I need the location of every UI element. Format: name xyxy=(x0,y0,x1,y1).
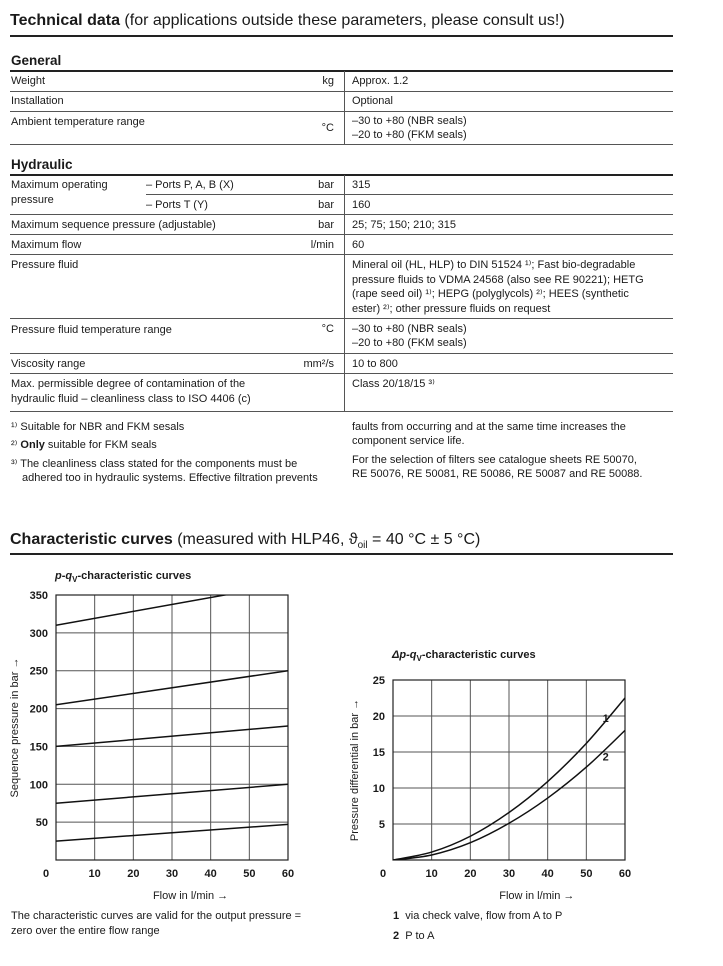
ports-t-label: – Ports T (Y) xyxy=(146,199,208,211)
x-tick-label: 60 xyxy=(618,868,632,880)
fluid-temp-label: Pressure fluid temperature range xyxy=(11,324,172,336)
ports-t-value: 160 xyxy=(352,199,371,211)
legend-1-number: 1 xyxy=(393,910,400,922)
ports-t-unit: bar xyxy=(318,199,334,211)
y-tick-label: 300 xyxy=(29,627,48,640)
x-tick-label: 30 xyxy=(502,868,516,880)
footnote-right-2-line-2: RE 50076, RE 50081, RE 50086, RE 50087 and RE 50088. xyxy=(352,468,643,480)
legend-2-text: P to A xyxy=(405,930,435,942)
right-chart-title-pre: Δp-q xyxy=(392,649,417,661)
x-tick-label: 40 xyxy=(541,868,554,880)
x-tick-label: 10 xyxy=(425,868,438,880)
row-divider xyxy=(10,111,673,112)
left-chart-title-sub: V xyxy=(72,575,78,585)
contamination-value: Class 20/18/15 ³⁾ xyxy=(352,378,435,390)
footnote-1: ¹⁾ Suitable for NBR and FKM sesals xyxy=(11,421,185,433)
footnote-2-bold: Only xyxy=(20,439,45,451)
x-tick-label: 0 xyxy=(379,868,387,880)
footnote-2 xyxy=(11,438,157,453)
ports-pab-unit: bar xyxy=(318,179,334,191)
y-axis-label: Sequence pressure in bar → xyxy=(9,657,21,798)
title-rule xyxy=(10,35,673,37)
curves-note-line-2: zero over the entire flow range xyxy=(11,925,160,937)
y-tick-label: 25 xyxy=(372,675,385,687)
y-tick-label: 50 xyxy=(35,817,48,830)
footnote-2-prefix: ²⁾ xyxy=(11,439,21,451)
dpq-characteristic-chart xyxy=(340,660,640,910)
sequence-pressure-unit: bar xyxy=(318,219,334,231)
fluid-temp-unit: °C xyxy=(321,323,334,335)
pressure-fluid-line-1: Mineral oil (HL, HLP) to DIN 51524 ¹⁾; Fast bio-degradable xyxy=(352,259,636,271)
viscosity-label: Viscosity range xyxy=(11,358,86,370)
legend-item-1 xyxy=(393,909,562,924)
max-flow-value: 60 xyxy=(352,239,365,251)
contamination-label-2: hydraulic fluid – cleanliness class to ISO 4406 (c) xyxy=(11,393,251,405)
ports-pab-label: – Ports P, A, B (X) xyxy=(146,179,234,191)
series-label: 2 xyxy=(602,751,609,764)
max-operating-label-1: Maximum operating xyxy=(11,179,108,191)
legend-item-2 xyxy=(393,929,434,944)
general-rule xyxy=(10,70,673,72)
row-divider xyxy=(10,234,673,235)
curves-title-rest: (measured with HLP46, ϑ xyxy=(172,531,358,548)
general-column-divider xyxy=(344,71,345,145)
ambient-temp-label: Ambient temperature range xyxy=(11,116,145,128)
right-chart-title-sub: V xyxy=(416,654,422,664)
x-tick-label: 30 xyxy=(165,868,179,880)
installation-value: Optional xyxy=(352,95,393,107)
right-chart-title-post: -characteristic curves xyxy=(421,649,536,661)
footnote-right-1-line-2: component service life. xyxy=(352,435,465,447)
curves-title-sub: oil xyxy=(357,540,368,552)
y-tick-label: 5 xyxy=(378,819,385,831)
row-divider xyxy=(10,373,673,374)
row-divider xyxy=(146,194,673,195)
row-divider xyxy=(10,144,673,145)
technical-data-title xyxy=(10,12,565,30)
viscosity-value: 10 to 800 xyxy=(352,358,398,370)
row-divider xyxy=(10,91,673,92)
max-operating-label-2: pressure xyxy=(11,194,54,206)
max-flow-unit: l/min xyxy=(310,239,334,251)
sequence-pressure-label: Maximum sequence pressure (adjustable) xyxy=(11,219,216,231)
x-tick-label: 50 xyxy=(243,868,256,880)
y-tick-label: 10 xyxy=(372,783,385,795)
row-divider xyxy=(10,353,673,354)
weight-label: Weight xyxy=(11,75,46,87)
fluid-temp-value-fkm: –20 to +80 (FKM seals) xyxy=(352,337,467,349)
general-heading: General xyxy=(11,53,62,68)
row-divider xyxy=(10,411,673,412)
hydraulic-rule xyxy=(10,174,673,176)
row-divider xyxy=(10,214,673,215)
x-tick-label: 20 xyxy=(464,868,477,880)
x-tick-label: 0 xyxy=(42,868,50,880)
y-tick-label: 15 xyxy=(372,747,385,759)
row-divider xyxy=(10,254,673,255)
x-axis-label: Flow in l/min → xyxy=(499,890,575,902)
sequence-pressure-value: 25; 75; 150; 210; 315 xyxy=(352,219,456,231)
viscosity-unit: mm²/s xyxy=(303,358,334,370)
x-tick-label: 20 xyxy=(127,868,140,880)
hydraulic-heading: Hydraulic xyxy=(11,157,73,172)
footnote-3-line-1: ³⁾ The cleanliness class stated for the components must be xyxy=(11,458,298,470)
legend-2-number: 2 xyxy=(393,930,400,942)
curves-note-line-1: The characteristic curves are valid for the output pressure = xyxy=(11,910,302,922)
footnote-3-line-2: adhered too in hydraulic systems. Effective filtration prevents xyxy=(22,472,318,484)
contamination-label-1: Max. permissible degree of contamination of the xyxy=(11,378,246,390)
x-tick-label: 50 xyxy=(580,868,593,880)
weight-unit: kg xyxy=(322,75,334,87)
footnote-right-1-line-1: faults from occurring and at the same time increases the xyxy=(352,421,626,433)
ports-pab-value: 315 xyxy=(352,179,371,191)
curves-title xyxy=(10,531,480,551)
technical-data-title-rest: (for applications outside these parameters, please consult us!) xyxy=(119,12,565,29)
ambient-temp-value-nbr: –30 to +80 (NBR seals) xyxy=(352,115,467,127)
x-tick-label: 40 xyxy=(204,868,217,880)
x-tick-label: 10 xyxy=(88,868,101,880)
curves-title-bold: Characteristic curves xyxy=(10,531,173,548)
y-tick-label: 200 xyxy=(29,703,48,716)
max-flow-label: Maximum flow xyxy=(11,239,82,251)
pressure-fluid-label: Pressure fluid xyxy=(11,259,79,271)
technical-data-title-bold: Technical data xyxy=(10,12,120,29)
row-divider xyxy=(10,318,673,319)
x-tick-label: 60 xyxy=(281,868,295,880)
hydraulic-column-divider xyxy=(344,175,345,412)
y-axis-label: Pressure differential in bar → xyxy=(349,698,361,842)
curves-title-end: = 40 °C ± 5 °C) xyxy=(367,531,481,548)
pressure-fluid-line-4: ester) ²⁾; other pressure fluids on request xyxy=(352,302,551,315)
left-chart-title-pre: p-q xyxy=(55,570,73,582)
y-tick-label: 150 xyxy=(29,741,48,754)
footnote-2-rest: suitable for FKM seals xyxy=(44,439,157,451)
legend-1-text: via check valve, flow from A to P xyxy=(405,910,563,922)
y-tick-label: 100 xyxy=(29,779,48,792)
y-tick-label: 350 xyxy=(29,590,48,602)
pressure-fluid-line-2: pressure fluids to VDMA 24568 (also see RE 90221); HETG xyxy=(352,273,644,286)
footnote-right-2-line-1: For the selection of filters see catalogue sheets RE 50070, xyxy=(352,454,637,466)
ambient-temp-value-fkm: –20 to +80 (FKM seals) xyxy=(352,129,467,141)
pq-characteristic-chart xyxy=(0,580,330,910)
left-chart-title-post: -characteristic curves xyxy=(77,570,192,582)
installation-label: Installation xyxy=(11,95,64,107)
weight-value: Approx. 1.2 xyxy=(352,75,409,87)
pressure-fluid-line-3: (rape seed oil) ¹⁾; HEPG (polyglycols) ²⁾; HEES (synthetic xyxy=(352,288,629,300)
x-axis-label: Flow in l/min → xyxy=(152,890,229,902)
y-tick-label: 20 xyxy=(372,711,385,723)
ambient-temp-unit: °C xyxy=(321,122,334,134)
y-tick-label: 250 xyxy=(29,665,48,678)
curves-rule xyxy=(10,553,673,555)
fluid-temp-value-nbr: –30 to +80 (NBR seals) xyxy=(352,323,467,335)
series-label: 1 xyxy=(602,712,609,725)
